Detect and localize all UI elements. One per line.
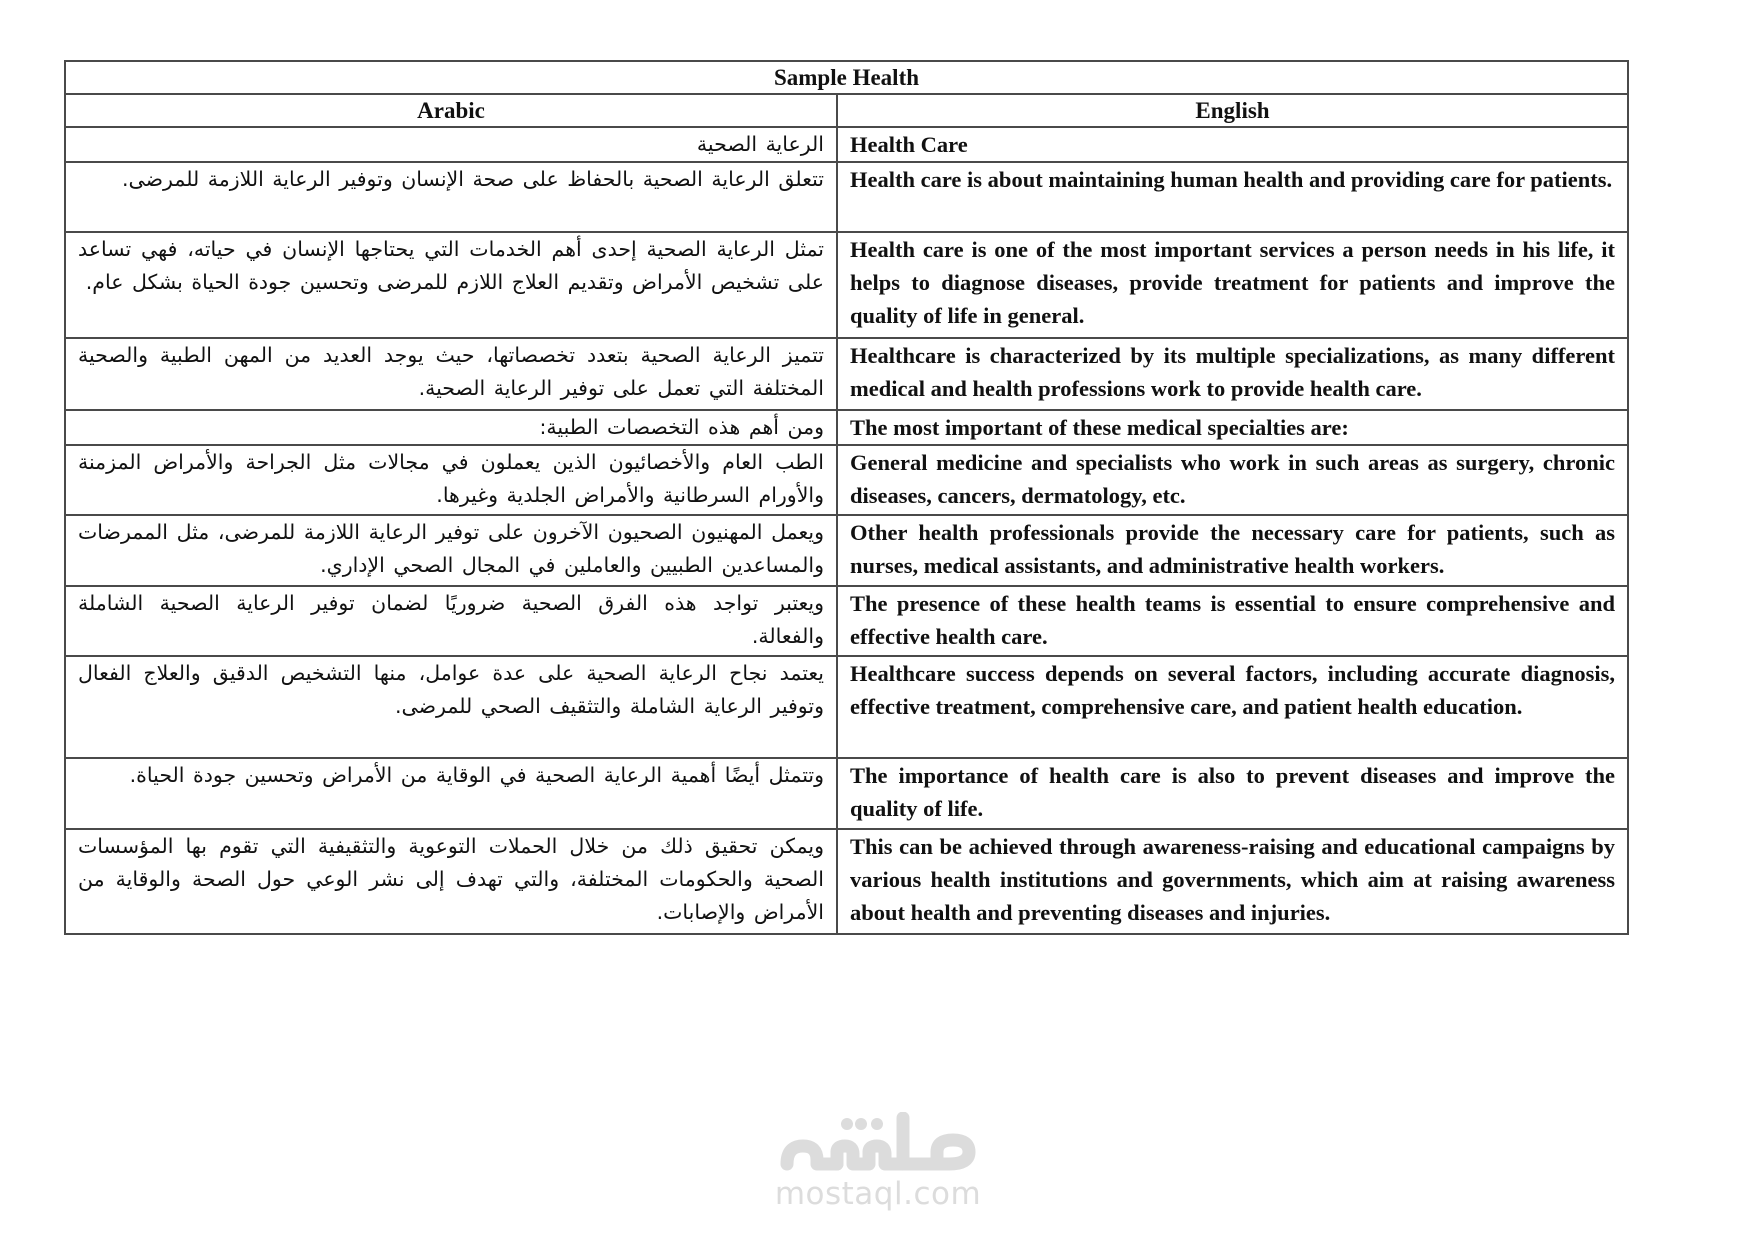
table-row	[65, 829, 1628, 934]
table-row	[65, 232, 1628, 338]
column-header-english: English	[837, 94, 1628, 127]
translation-table	[64, 60, 1629, 935]
arabic-cell: يعتمد نجاح الرعاية الصحية على عدة عوامل، منها التشخيص الدقيق والعلاج الفعال وتوفير الرعاية الشاملة والتثقيف الصحي للمرضى.	[65, 656, 837, 758]
table-row	[65, 162, 1628, 232]
arabic-cell: ويعمل المهنيون الصحيون الآخرون على توفير الرعاية اللازمة للمرضى، مثل الممرضات والمساعدين الطبيين والعاملين في المجال الصحي الإداري.	[65, 515, 837, 586]
table-header-row	[65, 94, 1628, 127]
table-row	[65, 338, 1628, 410]
arabic-cell: الرعاية الصحية	[65, 127, 837, 162]
english-cell: Health Care	[837, 127, 1628, 162]
table-title: Sample Health	[65, 61, 1628, 94]
english-cell: General medicine and specialists who work in such areas as surgery, chronic diseases, cancers, dermatology, etc.	[837, 445, 1628, 515]
english-cell: The importance of health care is also to prevent diseases and improve the quality of life.	[837, 758, 1628, 829]
arabic-cell: ومن أهم هذه التخصصات الطبية:	[65, 410, 837, 445]
arabic-cell: ويعتبر تواجد هذه الفرق الصحية ضروريًا لضمان توفير الرعاية الصحية الشاملة والفعالة.	[65, 586, 837, 656]
arabic-cell: وتتمثل أيضًا أهمية الرعاية الصحية في الوقاية من الأمراض وتحسين جودة الحياة.	[65, 758, 837, 829]
english-cell: Health care is one of the most important services a person needs in his life, it helps to diagnose diseases, provide treatment for patients and improve the quality of life in general.	[837, 232, 1628, 338]
arabic-cell: تتميز الرعاية الصحية بتعدد تخصصاتها، حيث يوجد العديد من المهن الطبية والصحية المختلفة التي تعمل على توفير الرعاية الصحية.	[65, 338, 837, 410]
english-cell: Healthcare is characterized by its multiple specializations, as many different medical and health professions work to provide health care.	[837, 338, 1628, 410]
table-row	[65, 586, 1628, 656]
table-row	[65, 515, 1628, 586]
arabic-cell: تتعلق الرعاية الصحية بالحفاظ على صحة الإنسان وتوفير الرعاية اللازمة للمرضى.	[65, 162, 837, 232]
table-row	[65, 410, 1628, 445]
english-cell: Health care is about maintaining human health and providing care for patients.	[837, 162, 1628, 232]
english-cell: The presence of these health teams is essential to ensure comprehensive and effective health care.	[837, 586, 1628, 656]
english-cell: Healthcare success depends on several factors, including accurate diagnosis, effective treatment, comprehensive care, and patient health education.	[837, 656, 1628, 758]
table-title-row	[65, 61, 1628, 94]
english-cell: Other health professionals provide the necessary care for patients, such as nurses, medical assistants, and administrative health workers.	[837, 515, 1628, 586]
watermark-site-text: mostaql.com	[774, 1176, 982, 1212]
table-row	[65, 445, 1628, 515]
arabic-cell: الطب العام والأخصائيون الذين يعملون في مجالات مثل الجراحة والأمراض المزمنة والأورام السرطانية والأمراض الجلدية وغيرها.	[65, 445, 837, 515]
column-header-arabic: Arabic	[65, 94, 837, 127]
mostaql-logo-icon	[773, 1112, 983, 1180]
english-cell: This can be achieved through awareness-raising and educational campaigns by various health institutions and governments, which aim at raising awareness about health and preventing diseases and injuries.	[837, 829, 1628, 934]
arabic-cell: ويمكن تحقيق ذلك من خلال الحملات التوعوية والتثقيفية التي تقوم بها المؤسسات الصحية والحكومات المختلفة، والتي تهدف إلى نشر الوعي حول الصحة والوقاية من الأمراض والإصابات.	[65, 829, 837, 934]
arabic-cell: تمثل الرعاية الصحية إحدى أهم الخدمات التي يحتاجها الإنسان في حياته، فهي تساعد على تشخيص الأمراض وتقديم العلاج اللازم للمرضى وتحسين جودة الحياة بشكل عام.	[65, 232, 837, 338]
table-row	[65, 127, 1628, 162]
table-row	[65, 656, 1628, 758]
mostaql-watermark	[768, 1112, 988, 1222]
english-cell: The most important of these medical specialties are:	[837, 410, 1628, 445]
table-row	[65, 758, 1628, 829]
